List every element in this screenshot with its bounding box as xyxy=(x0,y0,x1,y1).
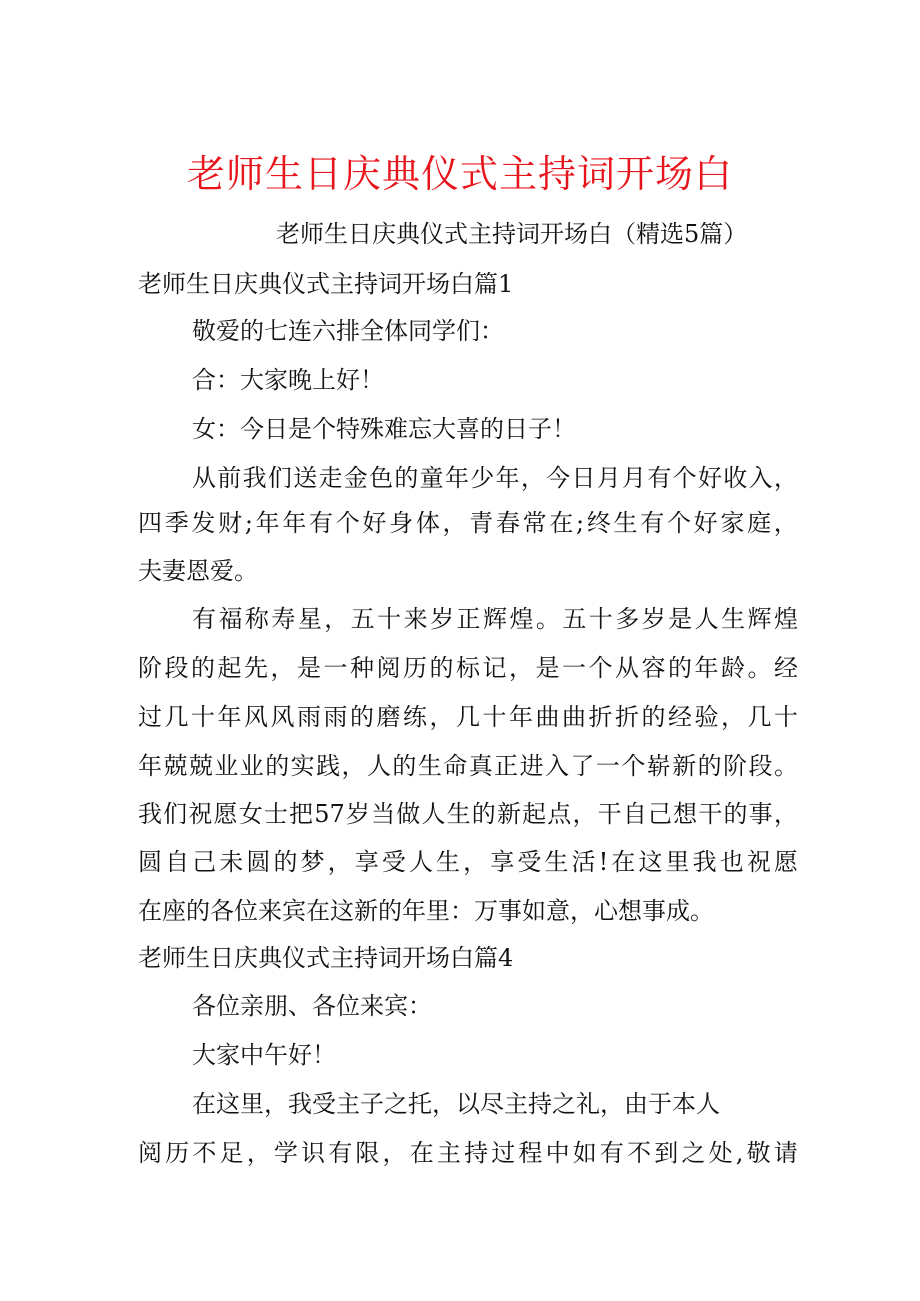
paragraph-line: 过 几 十 年 风 风 雨 雨 的 磨 练 ， 几 十 年 曲 曲 折 折 的 经 验 ， 几 十 xyxy=(138,703,798,731)
paragraph-line: 四 季 发 财 ; 年 年 有 个 好 身 体 ， 青 春 常 在 ; 终 生 有 个 好 家 庭 ， xyxy=(138,509,798,537)
paragraph-line: 年 兢 兢 业 业 的 实 践 ， 人 的 生 命 真 正 进 入 了 一 个 崭 新 的 阶 段 。 xyxy=(138,752,798,780)
paragraph-line: 合：大家晚上好！ xyxy=(192,366,384,394)
document-title: 老师生日庆典仪式主持词开场白 xyxy=(186,152,733,196)
paragraph-line: 各位亲朋、各位来宾： xyxy=(192,992,432,1020)
paragraph-line: 从 前 我 们 送 走 金 色 的 童 年 少 年 ， 今 日 月 月 有 个 好 收 入 ， xyxy=(192,464,798,492)
section-heading-1: 老师生日庆典仪式主持词开场白篇1 xyxy=(138,270,514,298)
paragraph-line: 圆 自 己 未 圆 的 梦 ， 享 受 人 生 ， 享 受 生 活 ! 在 这 里 我 也 祝 愿 xyxy=(138,848,798,876)
paragraph-line: 大家中午好！ xyxy=(192,1041,336,1069)
paragraph-line: 夫妻恩爱。 xyxy=(138,557,258,585)
section-heading-4: 老师生日庆典仪式主持词开场白篇4 xyxy=(138,944,514,972)
paragraph-line: 阅 历 不 足 ， 学 识 有 限 ， 在 主 持 过 程 中 如 有 不 到 之 处 , 敬 请 xyxy=(138,1139,798,1167)
paragraph-line: 我 们 祝 愿 女 士 把 57 岁 当 做 人 生 的 新 起 点 ， 干 自 己 想 干 的 事 ， xyxy=(138,800,798,828)
paragraph-line: 在座的各位来宾在这新的年里：万事如意，心想事成。 xyxy=(138,897,714,925)
document-subtitle: 老师生日庆典仪式主持词开场白（精选5篇） xyxy=(276,220,748,248)
paragraph-line: 女：今日是个特殊难忘大喜的日子！ xyxy=(192,415,576,443)
paragraph-line: 阶 段 的 起 先 ， 是 一 种 阅 历 的 标 记 ， 是 一 个 从 容 的 年 龄 。 经 xyxy=(138,654,798,682)
paragraph-line: 在这里，我受主子之托，以尽主持之礼，由于本人 xyxy=(192,1090,720,1118)
paragraph-line: 有 福 称 寿 星 ， 五 十 来 岁 正 辉 煌 。 五 十 多 岁 是 人 生 辉 煌 xyxy=(192,605,798,633)
paragraph-line: 敬爱的七连六排全体同学们： xyxy=(192,317,504,345)
